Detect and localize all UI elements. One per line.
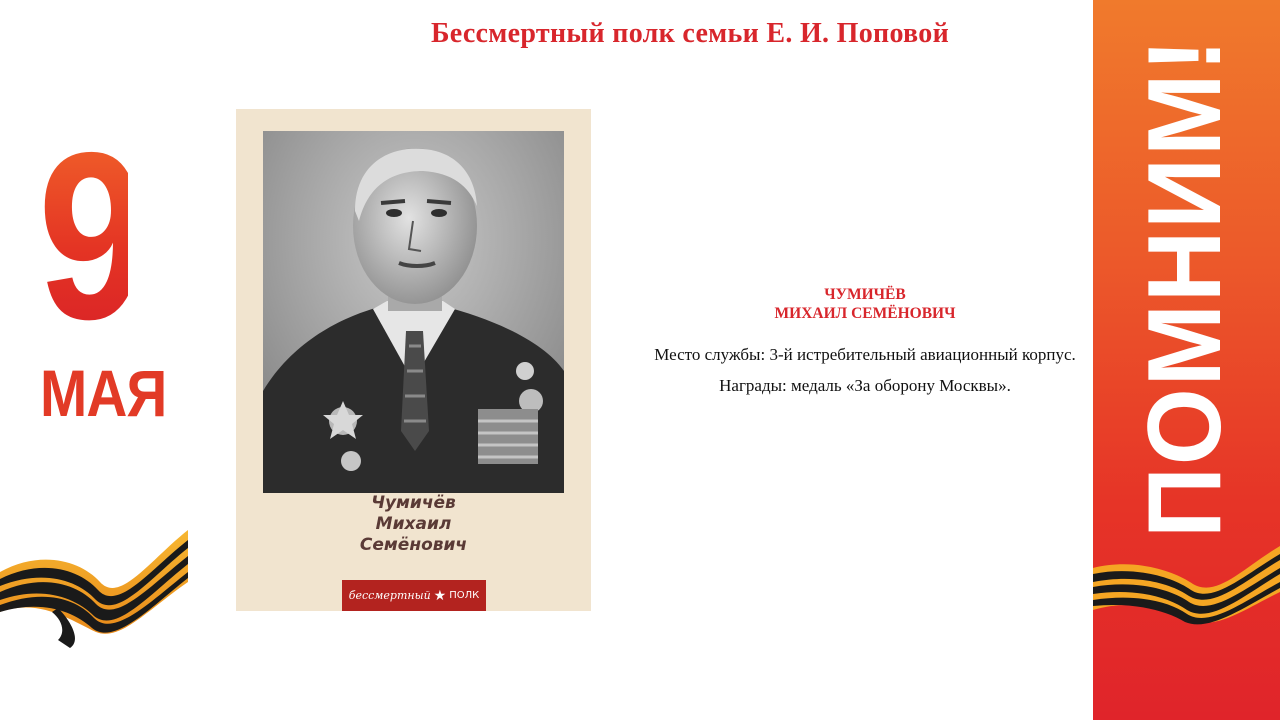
remember-label: ПОМНИМ! (1127, 36, 1244, 538)
portrait-card (236, 109, 591, 611)
slide-title: Бессмертный полк семьи Е. И. Поповой (430, 18, 950, 49)
st-george-ribbon-left (0, 520, 190, 650)
veteran-info (640, 285, 1090, 397)
date-month: МАЯ (40, 356, 167, 430)
remember-banner-text (1096, 36, 1276, 538)
veteran-photo (263, 131, 564, 493)
st-george-ribbon-right (1093, 540, 1280, 630)
portrait-first-name: Михаил (375, 514, 452, 534)
portrait-patronymic: Семёнович (359, 535, 468, 555)
logo-word-right: ПОЛК (449, 590, 480, 601)
immortal-regiment-logo (342, 580, 486, 611)
service-place: Место службы: 3-й истребительный авиационный корпус. (654, 345, 1076, 364)
veteran-given-names: МИХАИЛ СЕМЁНОВИЧ (774, 305, 956, 322)
veteran-surname: ЧУМИЧЁВ (824, 286, 906, 303)
logo-word-left: бессмертный (348, 589, 431, 602)
date-number: 9 (38, 104, 147, 369)
portrait-surname: Чумичёв (371, 493, 456, 513)
star-icon: ★ (433, 587, 447, 604)
awards: Награды: медаль «За оборону Москвы». (719, 376, 1011, 395)
portrait-caption (236, 493, 591, 556)
